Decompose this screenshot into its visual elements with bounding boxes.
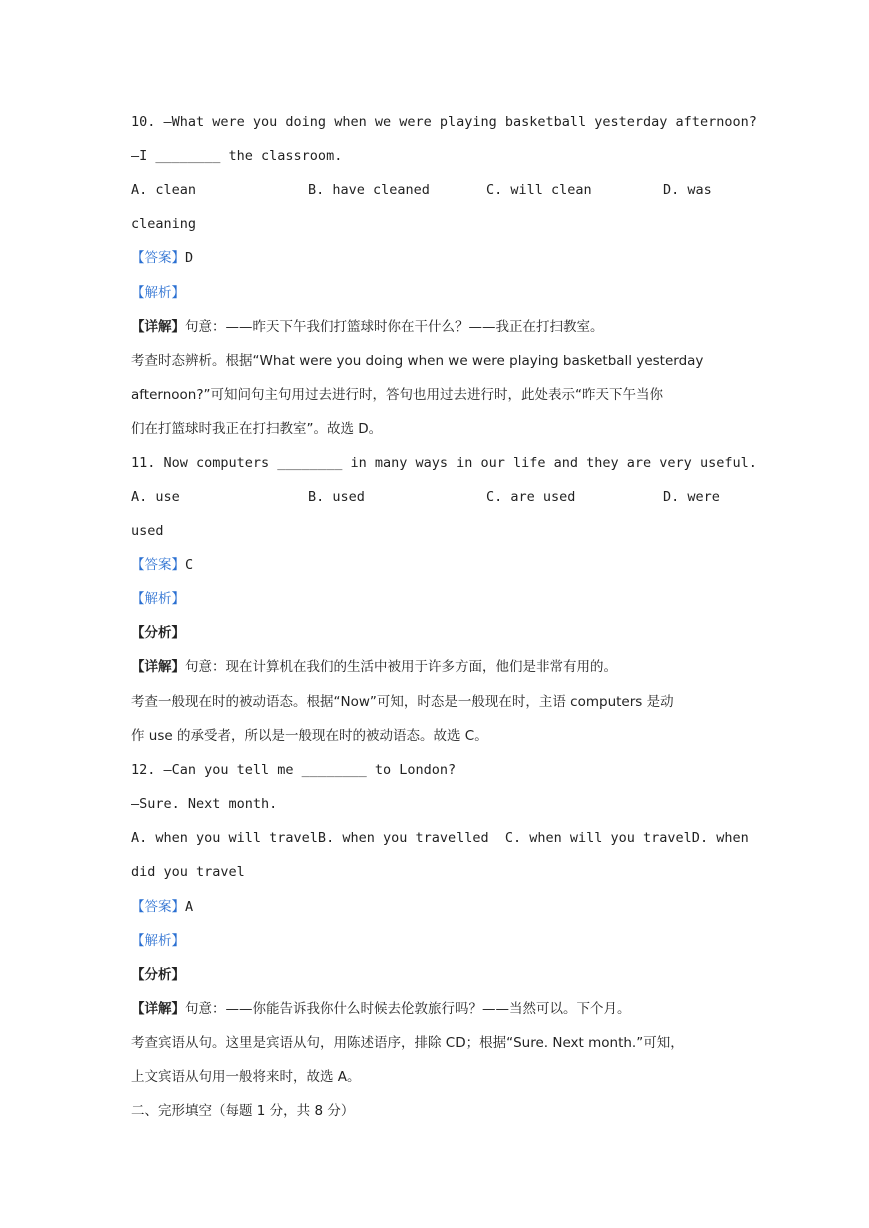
detail-text: 句意：——你能告诉我你什么时候去伦敦旅行吗？——当然可以。下个月。 bbox=[185, 1001, 631, 1017]
q12-analysis-tag: 【解析】 bbox=[131, 933, 185, 949]
answer-value: C bbox=[185, 557, 194, 573]
q10-explain-3: 们在打篮球时我正在打扫教室”。故选 D。 bbox=[131, 421, 383, 437]
q12-answer bbox=[131, 897, 193, 917]
q11-explain-2: 作 use 的承受者，所以是一般现在时的被动语态。故选 C。 bbox=[131, 728, 488, 744]
q11-option-a: A. use bbox=[131, 489, 180, 505]
q11-detail bbox=[131, 657, 617, 677]
answer-tag: 【答案】 bbox=[131, 250, 185, 266]
q10-option-b: B. have cleaned bbox=[308, 182, 430, 198]
question-12-reply: —Sure. Next month. bbox=[131, 796, 278, 812]
q12-explain-2: 上文宾语从句用一般将来时，故选 A。 bbox=[131, 1069, 361, 1085]
q10-answer bbox=[131, 248, 193, 268]
detail-tag: 【详解】 bbox=[131, 659, 185, 675]
q11-option-d-wrap: used bbox=[131, 523, 164, 539]
detail-tag: 【详解】 bbox=[131, 319, 185, 335]
answer-value: A bbox=[185, 899, 194, 915]
q11-explain-1: 考查一般现在时的被动语态。根据“Now”可知，时态是一般现在时，主语 computers 是动 bbox=[131, 694, 674, 710]
q12-detail bbox=[131, 999, 631, 1019]
answer-tag: 【答案】 bbox=[131, 899, 185, 915]
q10-explain-1: 考查时态辨析。根据“What were you doing when we were playing basketball yesterday bbox=[131, 353, 704, 369]
question-10: 10. —What were you doing when we were playing basketball yesterday afternoon? bbox=[131, 114, 757, 130]
answer-tag: 【答案】 bbox=[131, 557, 185, 573]
question-12: 12. —Can you tell me ________ to London? bbox=[131, 762, 457, 778]
q10-analysis-tag: 【解析】 bbox=[131, 285, 185, 301]
q12-option-d-wrap: did you travel bbox=[131, 864, 245, 880]
q10-option-c: C. will clean bbox=[486, 182, 592, 198]
q11-answer bbox=[131, 555, 193, 575]
q11-fenxi-tag: 【分析】 bbox=[131, 625, 185, 641]
q10-option-d-wrap: cleaning bbox=[131, 216, 197, 232]
q12-explain-1: 考查宾语从句。这里是宾语从句，用陈述语序，排除 CD；根据“Sure. Next month.”可知， bbox=[131, 1035, 684, 1051]
q10-option-d: D. was bbox=[663, 182, 712, 198]
q10-explain-2: afternoon?”可知问句主句用过去进行时，答句也用过去进行时，此处表示“昨天下午当你 bbox=[131, 387, 663, 403]
detail-text: 句意：——昨天下午我们打篮球时你在干什么？——我正在打扫教室。 bbox=[185, 319, 604, 335]
detail-tag: 【详解】 bbox=[131, 1001, 185, 1017]
detail-text: 句意：现在计算机在我们的生活中被用于许多方面，他们是非常有用的。 bbox=[185, 659, 617, 675]
q12-options: A. when you will travelB. when you travelled C. when will you travelD. when bbox=[131, 830, 749, 846]
q11-option-d: D. were bbox=[663, 489, 720, 505]
q10-option-a: A. clean bbox=[131, 182, 197, 198]
answer-value: D bbox=[185, 250, 194, 266]
q12-fenxi-tag: 【分析】 bbox=[131, 967, 185, 983]
q11-option-b: B. used bbox=[308, 489, 365, 505]
question-10-reply: —I ________ the classroom. bbox=[131, 148, 343, 164]
section-heading: 二、完形填空（每题 1 分，共 8 分） bbox=[131, 1103, 355, 1119]
question-11: 11. Now computers ________ in many ways in our life and they are very useful. bbox=[131, 455, 757, 471]
q10-detail bbox=[131, 317, 604, 337]
q11-analysis-tag: 【解析】 bbox=[131, 591, 185, 607]
q11-option-c: C. are used bbox=[486, 489, 576, 505]
